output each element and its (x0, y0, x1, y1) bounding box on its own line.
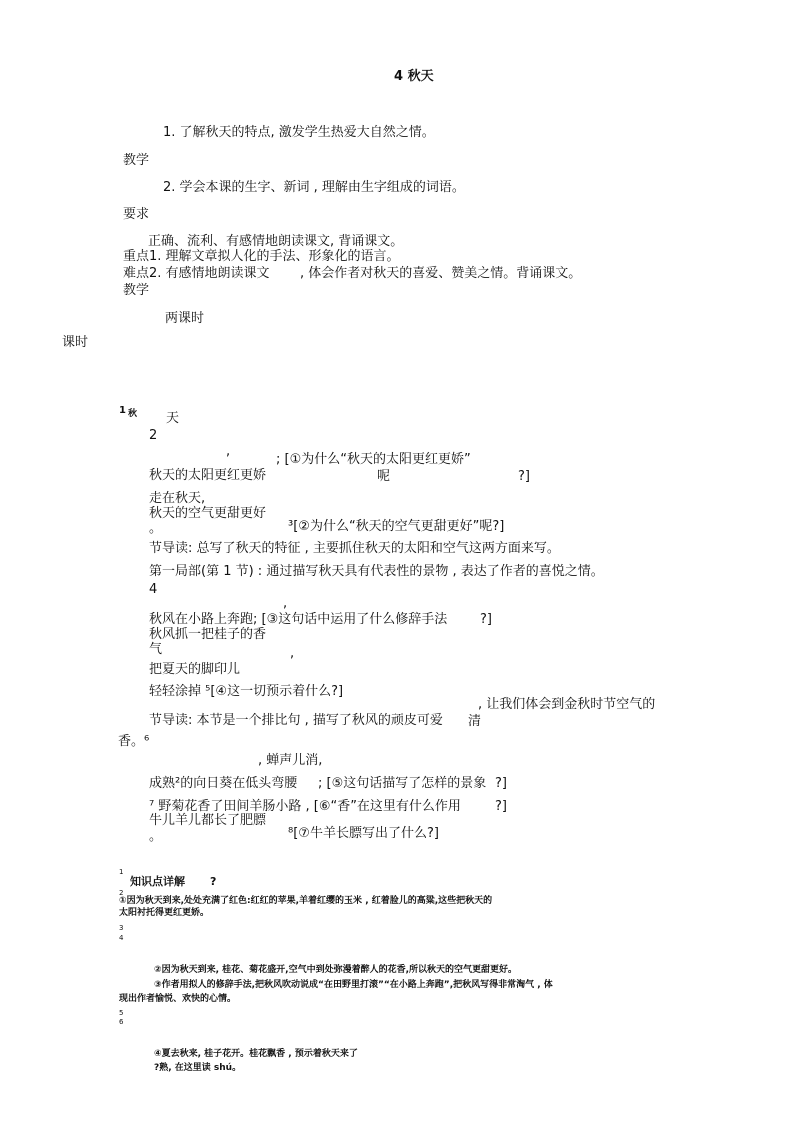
text-head-tian: 天 (166, 411, 180, 426)
line-autumn-air: , 让我们体会到金秋时节空气的 (478, 697, 656, 712)
line-sun: 秋天的太阳更红更娇 (149, 468, 267, 483)
note-marker-5: 5 (119, 1009, 124, 1017)
objective-2: 2. 学会本课的生字、新词 , 理解由生字组成的词语。 (163, 180, 465, 195)
line-walk: 走在秋天, (149, 491, 206, 506)
note-marker-4: 4 (119, 934, 124, 942)
word-qing: 清 (468, 714, 482, 729)
question-1a: ; [①为什么“秋天的太阳更红更娇” (276, 452, 471, 467)
note-2: ②因为秋天到来, 桂花、菊花盛开,空气中到处弥漫着醉人的花香,所以秋天的空气更甜更好。 (154, 965, 518, 975)
note-marker-1: 1 (119, 868, 124, 876)
notes-header: 知识点详解 (130, 875, 185, 888)
page-title: 4 秋天 (394, 69, 434, 84)
note-1b: 太阳衬托得更红更娇。 (119, 908, 210, 918)
label-teaching-2: 教学 (123, 283, 150, 298)
line-cattle: 牛儿羊儿都长了肥膘 (149, 813, 267, 828)
comma-2: , (283, 596, 288, 611)
line-wind-grab: 秋风抓一把桂子的香 (149, 627, 267, 642)
line-footprint: 把夏天的脚印儿 (149, 662, 241, 677)
text-head-qiu: 秋 (128, 409, 138, 419)
marker-2: 2 (149, 428, 158, 443)
objective-3: 正确、流利、有感情地朗读课文, 背诵课文。 (148, 234, 404, 249)
label-requirement: 要求 (123, 207, 150, 222)
question-2: ³[②为什么“秋天的空气更甜更好”呢?] (288, 519, 505, 534)
line-cicada: , 蝉声儿消, (258, 753, 323, 768)
objective-1: 1. 了解秋天的特点, 激发学生热爱大自然之情。 (163, 125, 435, 140)
note-4: ④夏去秋来, 桂子花开。桂花飘香 , 预示着秋天来了 (154, 1049, 358, 1059)
line-erase: 轻轻涂掉 ⁵[④这一切预示着什么?] (149, 684, 344, 699)
comma-3: , (290, 646, 295, 661)
difficult-point-b: , 体会作者对秋天的喜爱、赞美之情。背诵课文。 (300, 266, 582, 281)
text-head-number: 1 (119, 405, 126, 416)
question-5: ; [⑤这句话描写了怎样的景象 (318, 776, 487, 791)
note-marker-6: 6 (119, 1018, 124, 1026)
note-marker-3: 3 (119, 924, 124, 932)
question-3-end: ?] (480, 612, 492, 627)
note-marker-2: 2 (119, 889, 124, 897)
note-3a: ③作者用拟人的修辞手法,把秋风吹动说成“在田野里打滚”“在小路上奔跑”,把秋风写得非常淘气 , 体 (154, 980, 553, 990)
question-1b: 呢 (377, 469, 391, 484)
question-7: ⁸[⑦牛羊长膘写出了什么?] (288, 826, 439, 841)
difficult-point-a: 难点2. 有感情地朗读课文 (123, 266, 270, 281)
marker-4: 4 (149, 582, 158, 597)
line-qi: 气 (149, 642, 163, 657)
note-1a: ①因为秋天到来,处处充满了红色:红红的苹果,羊着红缨的玉米 , 红着脸儿的高粱,这些把秋天的 (119, 896, 493, 906)
question-5-end: ?] (495, 776, 507, 791)
part-1: 第一局部(第 1 节) : 通过描写秋天具有代表性的景物 , 表达了作者的喜悦之情。 (149, 564, 604, 579)
word-xiang: 香。⁶ (118, 734, 150, 749)
question-1c: ?] (518, 469, 530, 484)
key-point: 重点1. 理解文章拟人化的手法、形象化的语言。 (123, 249, 400, 264)
guide-1: 节导读: 总写了秋天的特征 , 主要抓住秋天的太阳和空气这两方面来写。 (149, 541, 560, 556)
note-3b: 现出作者愉悦、欢快的心情。 (119, 994, 237, 1004)
line-sunflower: 成熟²的向日葵在低头弯腰 (149, 776, 298, 791)
note-5: ?熟, 在这里读 shú。 (154, 1063, 242, 1073)
line-wind-run: 秋风在小路上奔跑; [③这句话中运用了什么修辞手法 (149, 612, 448, 627)
dot-1: 。 (149, 521, 163, 536)
label-class-hours: 课时 (62, 335, 89, 350)
periods: 两课时 (165, 311, 205, 326)
dot-2: 。 (149, 829, 163, 844)
label-teaching: 教学 (123, 153, 150, 168)
comma-1: , (226, 444, 231, 459)
line-air: 秋天的空气更甜更好 (149, 506, 267, 521)
question-6-end: ?] (495, 799, 507, 814)
notes-header-q: ? (210, 875, 217, 888)
line-chrysanthemum: ⁷ 野菊花香了田间羊肠小路 , [⑥“香”在这里有什么作用 (149, 799, 461, 814)
guide-2: 节导读: 本节是一个排比句 , 描写了秋风的顽皮可爱 (149, 713, 443, 728)
